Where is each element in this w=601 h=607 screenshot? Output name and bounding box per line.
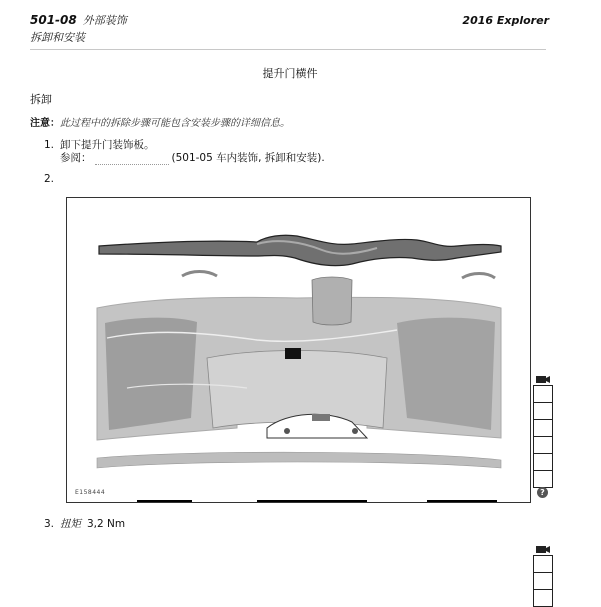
torque-label: 扭矩 (60, 518, 81, 530)
sidebar-box[interactable] (533, 471, 553, 488)
page-title: 提升门横件 (262, 67, 318, 80)
sidebar-box[interactable] (533, 420, 553, 437)
section-code: 501-08 (30, 13, 77, 27)
step-number: 1. (44, 139, 55, 151)
step-1-reference (60, 150, 325, 165)
section-name: 外部装饰 (82, 14, 127, 27)
info-icon[interactable]: ? (537, 487, 548, 498)
sidebar-toolbox-2 (533, 543, 553, 607)
step-3 (44, 516, 125, 531)
figure-id: E158444 (75, 489, 106, 496)
header-divider (30, 49, 546, 50)
note (30, 114, 290, 129)
step-text: 卸下提升门装饰板。 (60, 139, 155, 151)
sidebar-box[interactable] (533, 555, 553, 573)
reference-text: (501-05 车内装饰, 拆卸和安装). (171, 152, 325, 164)
sidebar-box[interactable] (533, 437, 553, 454)
removal-heading: 拆卸 (30, 93, 52, 106)
step-text: 3,2 Nm (87, 518, 126, 530)
liftgate-crossmember-illustration (66, 197, 531, 503)
procedure-subtitle: 拆卸和安装 (30, 31, 85, 44)
step-number: 2. (44, 173, 55, 185)
sidebar-box[interactable] (533, 385, 553, 403)
step-number: 3. (44, 518, 55, 530)
vehicle-model: 2016 Explorer (462, 14, 549, 27)
camera-icon[interactable] (533, 543, 553, 555)
note-label: 注意： (30, 118, 60, 129)
note-text: 此过程中的拆除步骤可能包含安装步骤的详细信息。 (60, 118, 290, 129)
reference-prefix: 参阅： (60, 152, 92, 164)
step-2 (44, 173, 60, 185)
sidebar-box[interactable] (533, 573, 553, 590)
illustration-drawing (67, 198, 530, 502)
camera-icon[interactable] (533, 373, 553, 385)
sidebar-box[interactable] (533, 590, 553, 607)
reference-link[interactable] (95, 152, 169, 165)
document-header (30, 12, 127, 46)
sidebar-box[interactable] (533, 454, 553, 471)
sidebar-box[interactable] (533, 403, 553, 420)
sidebar-toolbox-1 (533, 373, 553, 488)
